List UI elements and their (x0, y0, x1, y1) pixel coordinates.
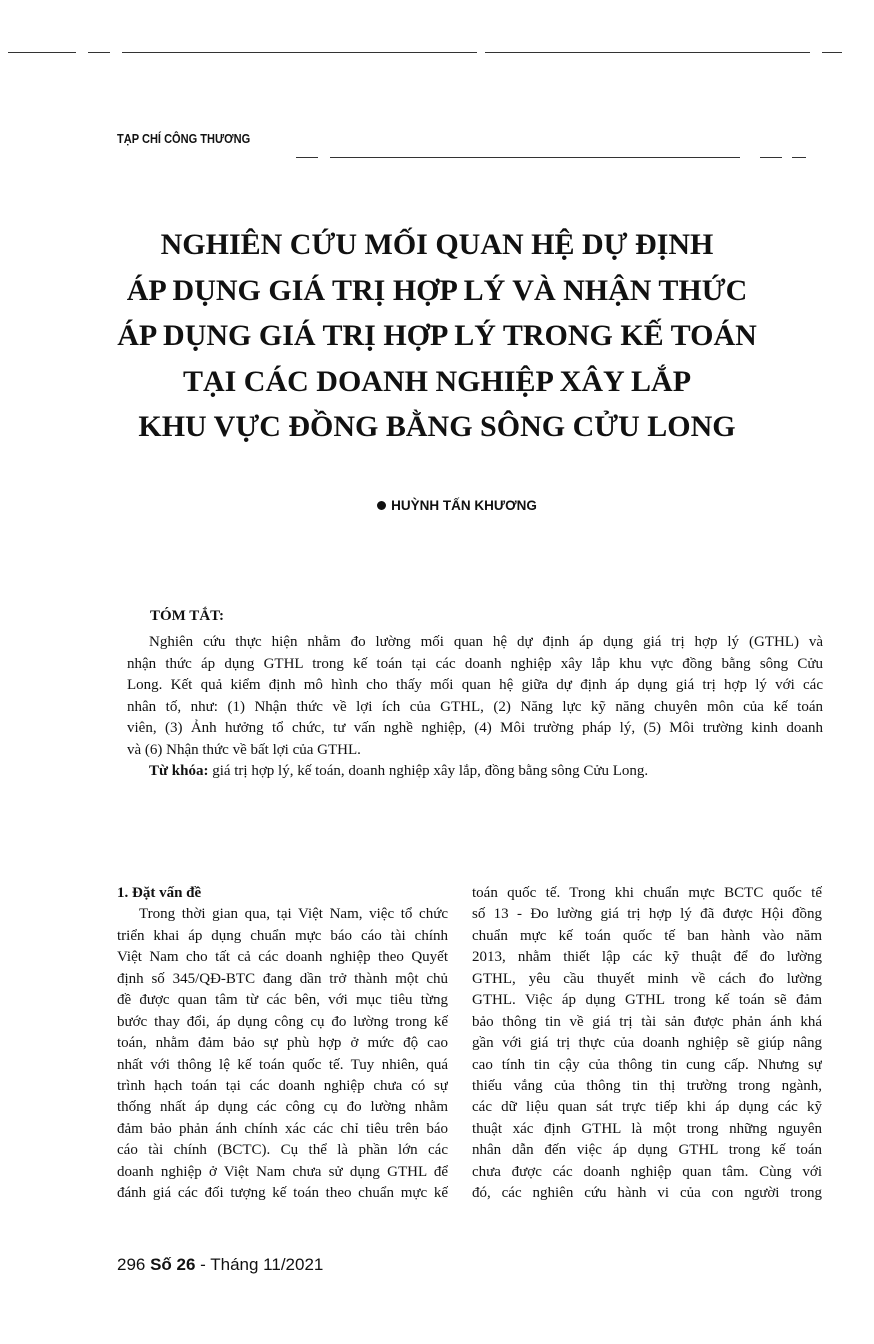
text-line: viên, (3) Ảnh hưởng tổ chức, tư vấn nghề nghiệp, (4) Môi trường pháp lý, (5) Môi trường kinh doanh (127, 720, 823, 736)
keywords (127, 761, 823, 783)
keywords-label: Từ khóa: (149, 763, 209, 779)
text-line: nhân dẫn đến việc áp dụng GTHL trong kế toán (472, 1142, 822, 1159)
text-line: chuẩn mực kế toán quốc tế ban hành vào năm (472, 927, 822, 944)
text-line: đánh giá các đối tượng kế toán theo chuẩn mực kế (117, 1185, 448, 1202)
text-line: GTHL. Việc áp dụng GTHL trong kế toán sẽ đảm (472, 992, 822, 1009)
header-rule (330, 157, 740, 158)
top-rule (8, 52, 76, 53)
text-line: cao tính tin cậy của thông tin cung cấp. Nhưng sự (472, 1056, 822, 1073)
title-line: KHU VỰC ĐỒNG BẰNG SÔNG CỬU LONG (138, 410, 736, 443)
text-line: Nghiên cứu thực hiện nhằm đo lường mối quan hệ dự định áp dụng giá trị hợp lý (GTHL) và (149, 634, 823, 650)
text-line: thiếu vắng của thông tin thị trường trong ngành, (472, 1077, 822, 1094)
text-line: đề được quan tâm từ các bên, với mục tiêu từng (117, 992, 448, 1009)
text-line: nhân tố, như: (1) Nhận thức về lợi ích của GTHL, (2) Năng lực kỹ năng chuyên môn của kế toán (127, 698, 823, 715)
top-rule (122, 52, 477, 53)
text-line: đảm bảo phản ánh chính xác các chỉ tiêu trên báo (117, 1120, 448, 1137)
article-title (0, 222, 874, 450)
text-line: doanh nghiệp ở Việt Nam chưa sử dụng GTHL để (117, 1163, 448, 1180)
page-footer (117, 1255, 323, 1275)
text-line: Việt Nam cho tất cả các doanh nghiệp theo Quyết (117, 949, 448, 966)
text-line: nhận thức áp dụng GTHL trong kế toán tại các doanh nghiệp xây lắp khu vực đồng bằng sông Cửu (127, 655, 823, 672)
top-rule (485, 52, 810, 53)
header-rule (296, 157, 318, 158)
journal-name: TẠP CHÍ CÔNG THƯƠNG (117, 131, 251, 146)
bullet-icon (377, 501, 386, 510)
text-line: bảo thông tin về giá trị tài sản được phản ánh khá (472, 1013, 822, 1030)
author-name: HUỲNH TẤN KHƯƠNG (391, 498, 537, 513)
text-line: các dữ liệu quan sát trực tiếp khi áp dụng các kỹ (472, 1099, 822, 1116)
top-rule (822, 52, 842, 53)
text-line: 2013, nhằm thiết lập các kỹ thuật để đo lường (472, 949, 822, 966)
text-line: Long. Kết quả kiểm định mô hình cho thấy mối quan hệ giữa dự định áp dụng giá trị hợp lý với các (127, 677, 823, 693)
text-line: trình hạch toán tại các doanh nghiệp chưa có sự (117, 1077, 448, 1094)
title-line: ÁP DỤNG GIÁ TRỊ HỢP LÝ TRONG KẾ TOÁN (117, 319, 757, 352)
header-rule (760, 157, 782, 158)
abstract-body (127, 632, 823, 783)
title-line: TẠI CÁC DOANH NGHIỆP XÂY LẮP (182, 364, 692, 398)
text-line: nhất với thông lệ kế toán quốc tế. Tuy nhiên, quá (117, 1056, 448, 1073)
issue-number: Số 26 (150, 1255, 196, 1274)
header-rule (792, 157, 806, 158)
text-line: triển khai áp dụng chuẩn mực báo cáo tài chính (117, 927, 448, 944)
text-line: cáo tài chính (BCTC). Cụ thể là phần lớn các (117, 1142, 448, 1159)
text-line: toán, nhằm đảm bảo sự phù hợp ở mức độ cao (117, 1035, 448, 1052)
text-line: thống nhất áp dụng các công cụ đo lường nhằm (117, 1099, 448, 1116)
top-rule (88, 52, 110, 53)
text-line: đó, các nghiên cứu hành vi của con người trong (472, 1185, 822, 1202)
text-line: toán quốc tế. Trong khi chuẩn mực BCTC quốc tế (472, 885, 822, 901)
text-line: và (6) Nhận thức về bất lợi của GTHL. (127, 741, 361, 758)
text-line: chưa được các doanh nghiệp quan tâm. Cùng với (472, 1163, 822, 1180)
keywords-text: giá trị hợp lý, kế toán, doanh nghiệp xây lắp, đồng bằng sông Cửu Long. (208, 763, 649, 779)
title-line: ÁP DỤNG GIÁ TRỊ HỢP LÝ VÀ NHẬN THỨC (126, 273, 748, 307)
issue-date: - Tháng 11/2021 (195, 1255, 324, 1274)
right-column (472, 883, 822, 1205)
text-line: số 13 - Đo lường giá trị hợp lý đã được Hội đồng (472, 906, 822, 923)
text-line: bước thay đổi, áp dụng công cụ đo lường trong kế (117, 1013, 448, 1030)
left-column (117, 883, 448, 1205)
section-heading: 1. Đặt vấn đề (117, 885, 202, 901)
text-line: GTHL, yêu cầu thuyết minh về cách đo lường (472, 970, 822, 987)
title-line: NGHIÊN CỨU MỐI QUAN HỆ DỰ ĐỊNH (160, 228, 714, 261)
text-line: Trong thời gian qua, tại Việt Nam, việc tổ chức (139, 906, 448, 923)
text-line: định số 345/QĐ-BTC đang dần trở thành một chủ (117, 970, 448, 987)
text-line: thuật xác định GTHL là một trong những nguyên (472, 1120, 822, 1137)
page-number: 296 (117, 1255, 151, 1274)
author-line (0, 498, 874, 513)
abstract-heading: TÓM TẮT: (150, 608, 225, 624)
text-line: gần với giá trị thực của doanh nghiệp sẽ giúp nâng (472, 1035, 822, 1052)
